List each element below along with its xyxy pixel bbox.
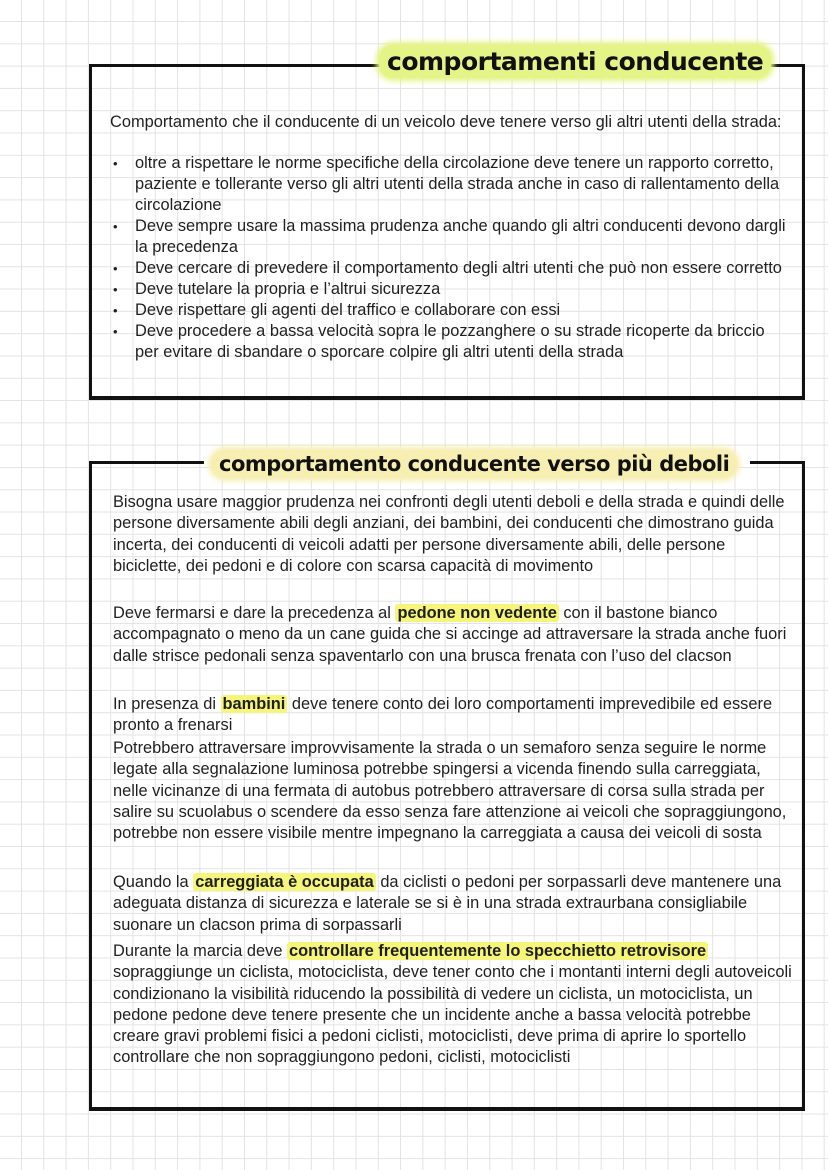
highlighted-term: bambini	[222, 695, 286, 713]
paragraph-text: sopraggiunge un ciclista, motociclista, deve tener conto che i montanti interni degli autoveicoli condizionano la visibilità riducendo la possibilità di vedere un ciclista, un motociclista, un pedone pedone deve tenere presente che un incidente anche a bassa velocità potrebbe creare gravi problemi fisici a pedoni ciclisti, motociclisti, deve prima di aprire lo sportello controllare che non sopraggiungono pedoni, ciclisti, motociclisti	[113, 963, 792, 1067]
box-top-border-left	[89, 64, 382, 67]
section1-bullet-list	[110, 153, 790, 363]
bullet-item: • Deve procedere a bassa velocità sopra le pozzanghere o su strade ricoperte da briccio per evitare di sbandare o sporcare colpire gli altri utenti della strada	[110, 321, 790, 363]
paragraph-carreggiata-occupata	[113, 872, 793, 936]
paragraph-text: Deve fermarsi e dare la precedenza al	[113, 604, 396, 622]
paragraph-text: In presenza di	[113, 695, 221, 713]
box-top-border-left	[89, 461, 204, 464]
box-top-border-right	[768, 64, 805, 67]
section-title-utenti-deboli: comportamento conducente verso più deboli	[211, 450, 737, 478]
box-top-border-right	[750, 461, 805, 464]
highlighted-term: pedone non vedente	[397, 604, 557, 622]
bullet-item: • Deve sempre usare la massima prudenza anche quando gli altri conducenti devono dargli la precedenza	[110, 216, 790, 258]
paragraph-text: con il bastone bianco accompagnato o meno da un cane guida che si accinge ad attraversare la strada anche fuori dalle strisce pedonali senza spaventarlo con una brusca frenata con l’uso del clacson	[113, 604, 787, 665]
paragraph-text: Bisogna usare maggior prudenza nei confronti degli utenti deboli e della strada e quindi delle persone diversamente abili degli anziani, dei bambini, dei conducenti che dimostrano guida incerta, dei conducenti di veicoli adatti per persone diversamente abili, delle persone biciclette, dei pedoni e di colore con scarsa capacità di movimento	[113, 493, 785, 575]
paragraph-text: Quando la	[113, 873, 194, 891]
bullet-item: • Deve tutelare la propria e l’altrui sicurezza	[110, 279, 790, 300]
paragraph-bambini	[113, 694, 793, 737]
bullet-item: • oltre a rispettare le norme specifiche della circolazione deve tenere un rapporto corretto, paziente e tollerante verso gli altri utenti della strada anche in caso di rallentamento della circolazione	[110, 153, 790, 216]
section-title-comportamenti-conducente: comportamenti conducente	[379, 45, 771, 78]
paragraph-text: Potrebbero attraversare improvvisamente la strada o un semaforo senza seguire le norme legate alla segnalazione luminosa potrebbe spingersi a vicenda finendo sulla carreggiata, nelle vicinanze di una fermata di autobus potrebbero attraversare di corsa sulla strada per salire su scuolabus o scendere da esso senza fare attenzione ai veicoli che sopraggiungono, potrebbe non essere visibile mentre impegnano la carreggiata a causa dei veicoli di sosta	[113, 739, 787, 843]
paragraph-comportamento-bambini	[113, 738, 793, 844]
paragraph-utenti-deboli	[113, 492, 793, 577]
paragraph-specchietto-retrovisore	[113, 941, 793, 1069]
paragraph-text: da ciclisti o pedoni per sorpassarli deve mantenere una adeguata distanza di sicurezza e laterale se si è in una strada extraurbana consigliabile suonare un clacson prima di sorpassarli	[113, 873, 782, 934]
bullet-item: • Deve cercare di prevedere il comportamento degli altri utenti che può non essere corretto	[110, 258, 790, 279]
paragraph-pedone-non-vedente	[113, 603, 793, 667]
paragraph-text: Durante la marcia deve	[113, 942, 288, 960]
highlighted-term: controllare frequentemente lo specchietto retrovisore	[289, 942, 707, 960]
highlighted-term: carreggiata è occupata	[195, 873, 374, 891]
paragraph-text: deve tenere conto dei loro comportamenti imprevedibile ed essere pronto a frenarsi	[113, 695, 773, 735]
bullet-item: • Deve rispettare gli agenti del traffico e collaborare con essi	[110, 300, 790, 321]
section1-intro: Comportamento che il conducente di un veicolo deve tenere verso gli altri utenti della strada:	[110, 113, 782, 131]
